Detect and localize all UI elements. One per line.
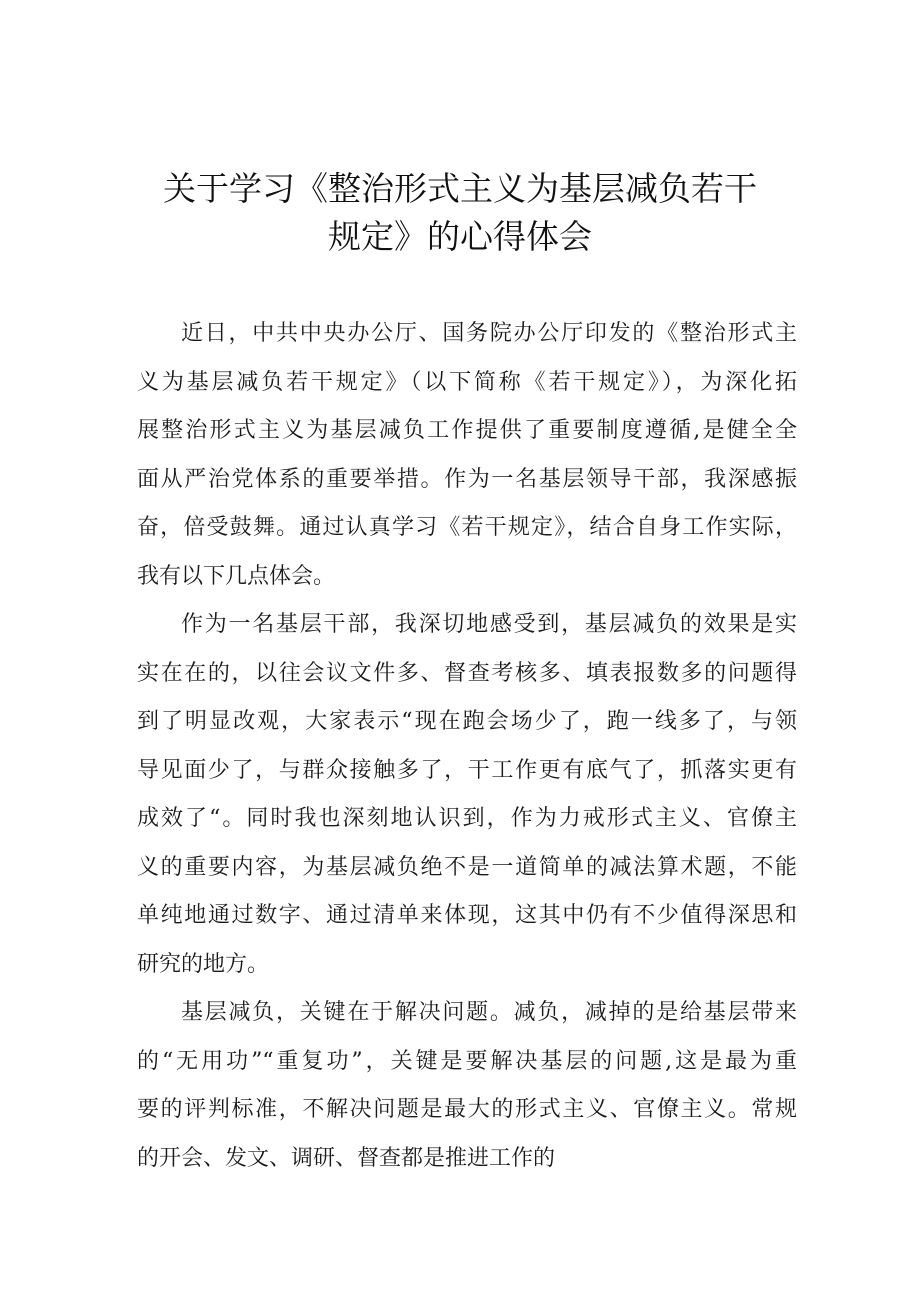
paragraph-line: 基层减负，关键在于解决问题。减负，减掉的是给基层带来 bbox=[181, 1000, 797, 1025]
document-body bbox=[137, 310, 797, 1183]
paragraph-line: 的“无用功”“重复功”，关键是要解决基层的问题,这是最为重 bbox=[137, 1048, 797, 1074]
paragraph-line: 我有以下几点体会。 bbox=[137, 563, 336, 589]
paragraph-line: 研究的地方。 bbox=[137, 951, 270, 977]
title-line: 规定》的心得体会 bbox=[328, 217, 592, 256]
paragraph-2 bbox=[137, 601, 797, 989]
paragraph-line: 导见面少了，与群众接触多了，干工作更有底气了，抓落实更有 bbox=[137, 757, 797, 783]
document-title bbox=[120, 165, 800, 261]
paragraph-1 bbox=[137, 310, 797, 601]
title-line: 关于学习《整治形式主义为基层减负若干 bbox=[163, 169, 757, 208]
paragraph-line: 作为一名基层干部，我深切地感受到，基层减负的效果是实 bbox=[181, 612, 797, 637]
paragraph-3 bbox=[137, 989, 797, 1183]
paragraph-line: 成效了“。同时我也深刻地认识到，作为力戒形式主义、官僚主 bbox=[137, 806, 797, 831]
paragraph-line: 单纯地通过数字、通过清单来体现，这其中仍有不少值得深思和 bbox=[137, 903, 797, 928]
paragraph-line: 奋，倍受鼓舞。通过认真学习《若干规定》，结合自身工作实际， bbox=[137, 515, 797, 540]
paragraph-line: 实在在的，以往会议文件多、督查考核多、填表报数多的问题得 bbox=[137, 660, 797, 686]
paragraph-line: 要的评判标准，不解决问题是最大的形式主义、官僚主义。常规 bbox=[137, 1097, 797, 1122]
paragraph-line: 到了明显改观，大家表示“现在跑会场少了，跑一线多了，与领 bbox=[137, 709, 797, 734]
paragraph-line: 的开会、发文、调研、督查都是推进工作的 bbox=[137, 1145, 556, 1171]
paragraph-line: 面从严治党体系的重要举措。作为一名基层领导干部，我深感振 bbox=[137, 466, 797, 492]
paragraph-line: 义为基层减负若干规定》（以下简称《若干规定》），为深化拓 bbox=[137, 369, 797, 395]
paragraph-line: 近日，中共中央办公厅、国务院办公厅印发的《整治形式主 bbox=[181, 321, 797, 346]
paragraph-line: 义的重要内容，为基层减负绝不是一道简单的减法算术题，不能 bbox=[137, 854, 797, 880]
paragraph-line: 展整治形式主义为基层减负工作提供了重要制度遵循,是健全全 bbox=[137, 418, 797, 443]
